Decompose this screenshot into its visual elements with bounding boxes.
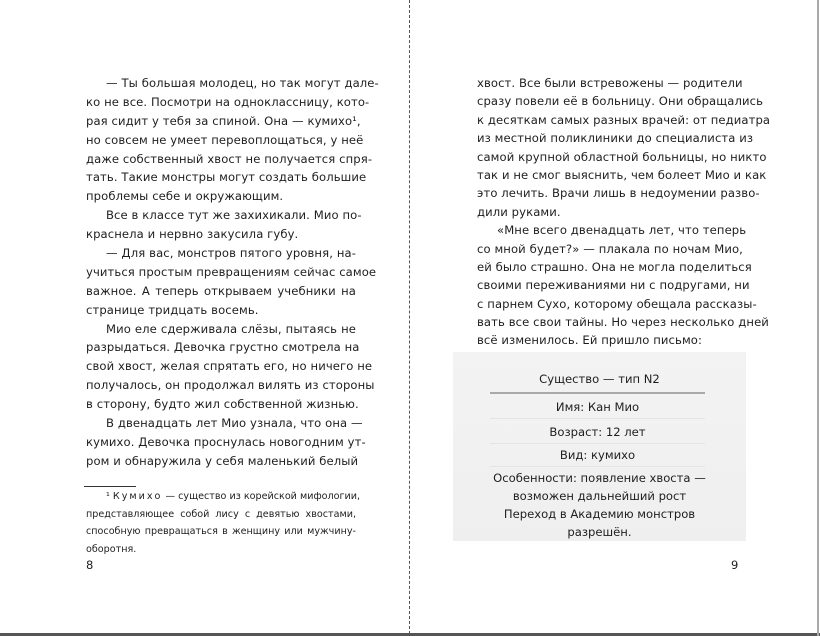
text-line: разрыдаться. Девочка грустно смотрела на xyxy=(86,340,360,355)
text-line: это лечить. Врачи лишь в недоумении разво- xyxy=(477,186,760,201)
footnote-mark: ¹ xyxy=(106,491,110,502)
footnote-line: представляющее собой лису с девятью хвостами, xyxy=(86,508,356,520)
text-line: ей было страшно. Она не могла поделиться xyxy=(477,259,752,274)
text-line: странице тридцать восемь. xyxy=(86,302,259,317)
footnote-text: — существо из корейской мифологии, xyxy=(165,491,361,502)
letter-title-underline xyxy=(490,392,705,394)
text-line: В двенадцать лет Мио узнала, что она — xyxy=(106,416,363,431)
text-line: важное. А теперь открываем учебники на xyxy=(86,283,356,298)
text-line: со мной будет?» — плакала по ночам Мио, xyxy=(477,241,743,256)
footnote-line: оборотня. xyxy=(86,543,137,555)
letter-card xyxy=(453,352,746,541)
text-line: в сторону, будто жил собственной жизнью. xyxy=(86,397,359,412)
text-line: всё изменилось. Ей пришло письмо: xyxy=(477,333,702,348)
left-page-body xyxy=(86,74,379,471)
text-line: хвост. Все были встревожены — родители xyxy=(477,76,743,90)
letter-transfer-line: разрешён. xyxy=(567,525,632,539)
text-line: дили руками. xyxy=(477,204,561,219)
letter-features-line: возможен дальнейший рост xyxy=(512,489,687,503)
book-spine-divider xyxy=(409,0,410,634)
letter-features xyxy=(453,469,746,541)
text-line: так и не смог выяснить, чем болеет Мио и как xyxy=(477,167,767,182)
letter-kind: Вид: кумихо xyxy=(490,448,705,467)
text-line: с парнем Сухо, которому обещала рассказы- xyxy=(477,296,757,311)
text-line: ко не все. Посмотри на одноклассницу, кото- xyxy=(86,94,370,109)
text-line: самой крупной областной больницы, но никто xyxy=(477,149,767,164)
footnote-term: Кумихо xyxy=(112,491,163,502)
text-line: Все в классе тут же захихикали. Мио по- xyxy=(106,208,362,223)
letter-name: Имя: Кан Мио xyxy=(490,400,705,419)
text-line: — Для вас, монстров пятого уровня, на- xyxy=(106,246,356,261)
text-line: учиться простым превращениям сейчас самое xyxy=(86,264,377,279)
text-line: проблемы себе и окружающим. xyxy=(86,189,284,204)
letter-features-line: Особенности: появление хвоста — xyxy=(493,471,706,485)
text-line: своими переживаниями ни с подругами, ни xyxy=(477,278,750,293)
text-line: рая сидит у тебя за спиной. Она — кумихо¹, xyxy=(86,113,361,128)
text-line: к десяткам самых разных врачей: от педиатра xyxy=(477,112,771,127)
text-line: кумихо. Девочка проснулась новогодним ут- xyxy=(86,434,366,449)
text-line: Мио еле сдерживала слёзы, пытаясь не xyxy=(106,321,356,336)
letter-transfer-line: Переход в Академию монстров xyxy=(503,507,696,521)
text-line: ром и обнаружила у себя маленький белый xyxy=(86,453,359,468)
text-line: свой хвост, желая спрятать его, но ничего не xyxy=(86,359,373,374)
text-line: вать все свои тайны. Но через несколько дней xyxy=(477,315,769,330)
footnote-line: способную превращаться в женщину или мужчину- xyxy=(86,526,356,537)
text-line: сразу повели её в больницу. Они обращались xyxy=(477,94,764,109)
text-line: получалось, он продолжал вилять из стороны xyxy=(86,378,375,393)
text-line: «Мне всего двенадцать лет, что теперь xyxy=(497,223,747,238)
footnote-rule xyxy=(84,486,136,487)
text-line: — Ты большая молодец, но так могут дале- xyxy=(106,76,379,90)
page-number-left: 8 xyxy=(86,558,94,572)
text-line: краснела и нервно закусила губу. xyxy=(86,227,299,242)
right-page-body xyxy=(477,74,771,350)
text-line: тать. Такие монстры могут создать большие xyxy=(86,170,367,185)
right-edge xyxy=(817,0,819,636)
text-line: из местной поликлиники до специалиста из xyxy=(477,131,754,146)
footnote xyxy=(86,488,361,558)
letter-title: Существо — тип N2 xyxy=(539,372,660,386)
letter-age: Возраст: 12 лет xyxy=(490,425,705,444)
page-number-right: 9 xyxy=(731,558,739,572)
text-line: но совсем не умеет перевоплощаться, у неё xyxy=(86,132,364,147)
text-line: даже собственный хвост не получается спря- xyxy=(86,151,373,166)
